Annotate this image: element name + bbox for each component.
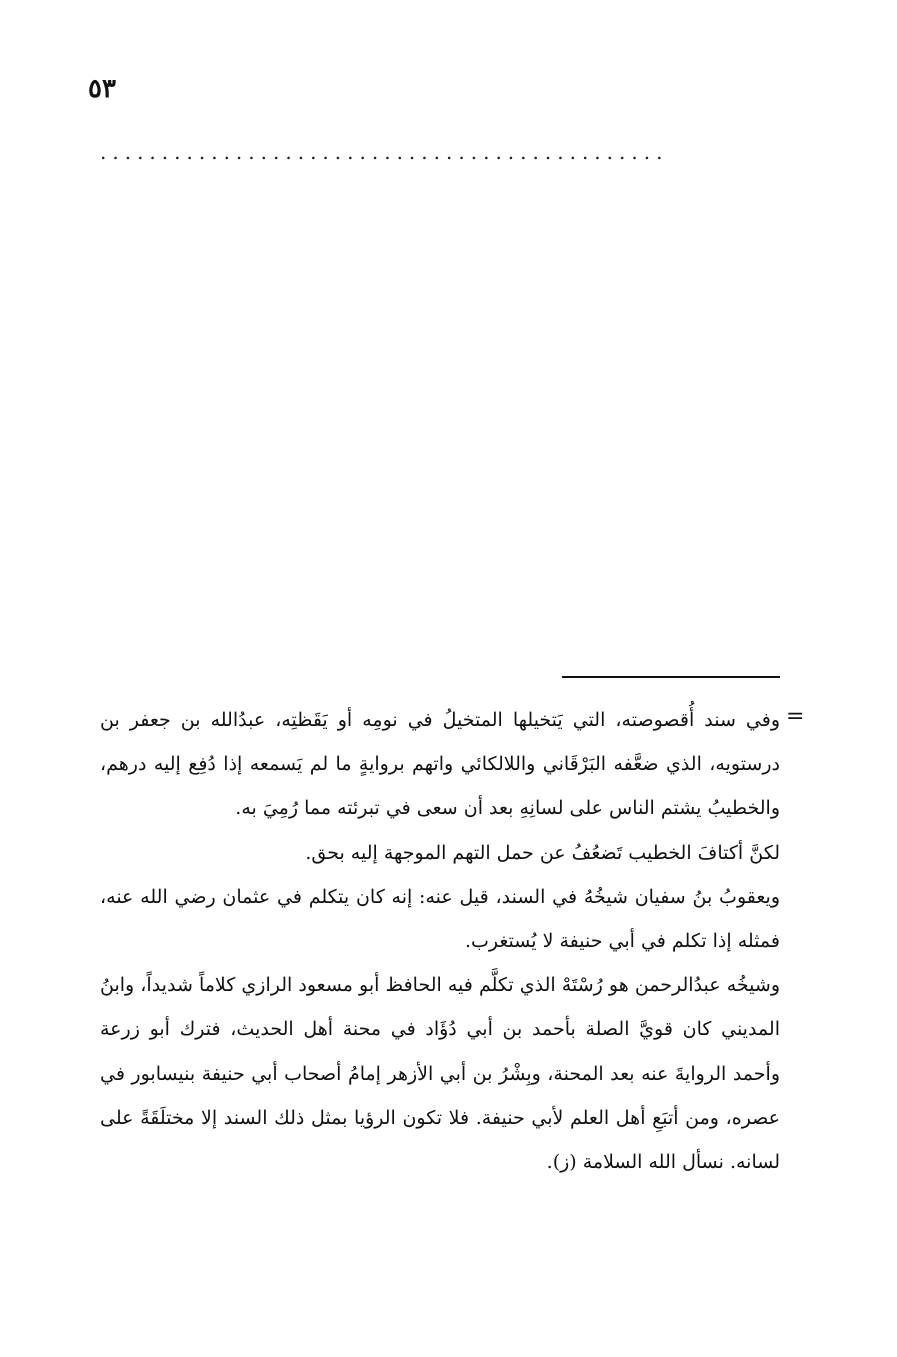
footnote-rule [562, 676, 780, 678]
footnote-paragraph: ويعقوبُ بنُ سفيان شيخُهُ في السند، قيل عنه: إنه كان يتكلم في عثمان رضي الله عنه، فمثله إذا تكلم في أبي حنيفة لا يُستغرب. [100, 885, 780, 953]
footnote-paragraph: وفي سند أُقصوصته، التي يَتخيلها المتخيلُ في نومِه أو يَقَظتِه، عبدُالله بن جعفر بن درستويه، الذي ضعَّفه البَرْقَاني واللالكائي واتهم بروايةٍ ما لم يَسمعه إذا دُفِع إليه درهم، والخطيبُ يشتم الناس على لسانِهِ بعد أن سعى في تبرئته مما رُمِيَ به. [100, 709, 780, 820]
dotted-leader: .............................................. [100, 140, 669, 164]
footnote-paragraph: وشيخُه عبدُالرحمن هو رُسْتَهْ الذي تكلَّم فيه الحافظ أبو مسعود الرازي كلاماً شديداً، وابنُ المديني كان قويَّ الصلة بأحمد بن أبي دُؤَاد في محنة أهل الحديث، فترك أبو زرعة وأحمد الروايةَ عنه بعد المحنة، وبِشْرُ بن أبي الأزهر إمامُ أصحاب أبي حنيفة بنيسابور في عصره، ومن أتبَعِ أهل العلم لأبي حنيفة. فلا تكون الرؤيا بمثل ذلك السند إلا مختلَقَةً على لسانه. نسأل الله السلامة (ز). [100, 974, 780, 1174]
continuation-mark: = [786, 704, 805, 729]
footnote-paragraph: لكنَّ أكتافَ الخطيب تَضعُفُ عن حمل التهم الموجهة إليه بحق. [305, 841, 780, 864]
page-number: ٥٣ [88, 74, 116, 104]
footnote-body [100, 698, 780, 1184]
